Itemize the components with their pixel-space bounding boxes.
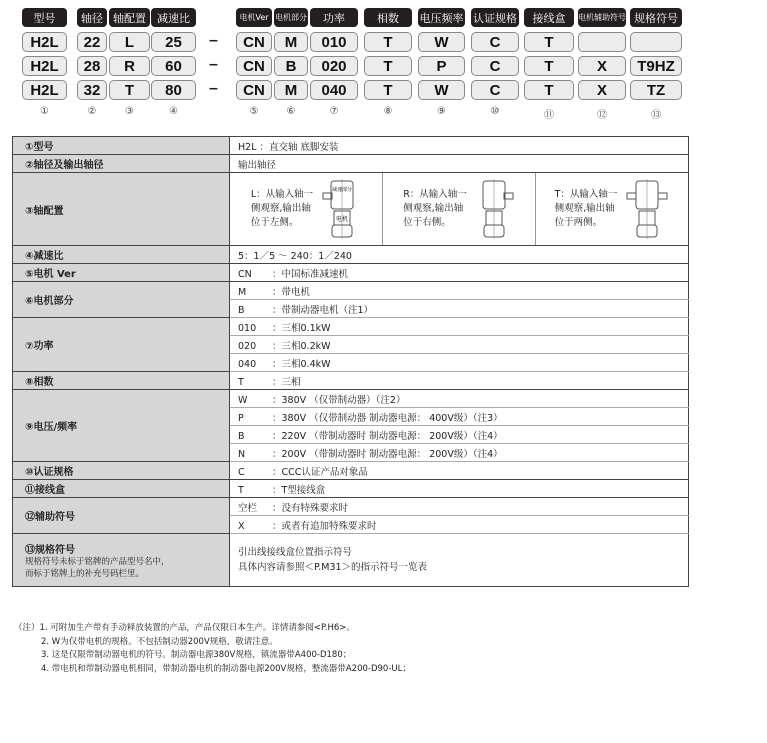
label-phase: ⑧相数	[13, 372, 230, 390]
column-number: ⑪	[544, 110, 554, 121]
code: B	[238, 430, 245, 442]
code-cell: M	[274, 32, 308, 52]
code-cell: T	[364, 32, 412, 52]
column-header: 轴配置	[109, 8, 150, 27]
separator-dash: –	[209, 32, 218, 49]
code-cell: CN	[236, 56, 272, 76]
text: ：220V （带制动器时 制动器电源： 200V级）（注4）	[272, 430, 503, 442]
code-cell: T9HZ	[630, 56, 682, 76]
text: ：三相0.4kW	[272, 358, 331, 370]
column-header: 轴径	[77, 8, 107, 27]
code-cell: T	[364, 80, 412, 100]
config-R	[382, 173, 535, 245]
code-cell: CN	[236, 32, 272, 52]
text: ⑬规格符号	[25, 544, 75, 556]
code: 空栏	[238, 502, 258, 514]
code-cell	[578, 32, 626, 52]
code-cell: 020	[310, 56, 358, 76]
column-number: ⑤	[249, 106, 259, 117]
config-T	[535, 173, 688, 245]
column-header: 认证规格	[471, 8, 519, 27]
svg-text:电机: 电机	[336, 216, 349, 223]
code-cell: C	[471, 80, 519, 100]
code: P	[238, 412, 244, 424]
column-number: ②	[87, 106, 97, 117]
group-item	[230, 390, 689, 408]
column-number: ⑨	[437, 106, 446, 117]
column-number: ④	[169, 106, 178, 117]
code: X	[238, 520, 245, 532]
column-number: ⑫	[597, 110, 607, 121]
text: ：三相0.2kW	[272, 340, 331, 352]
text: ：三相0.1kW	[272, 322, 331, 334]
group-label: ⑥电机部分	[13, 282, 230, 318]
separator-dash: –	[209, 56, 218, 73]
value-motor-ver	[230, 264, 689, 282]
code-cell: TZ	[630, 80, 682, 100]
code-cell: M	[274, 80, 308, 100]
column-number: ⑧	[383, 106, 393, 117]
config-L	[230, 173, 382, 245]
text: 侧观察,输出轴	[403, 203, 464, 214]
group-item	[230, 444, 689, 462]
text: ：380V （仅带制动器）（注2）	[272, 394, 406, 406]
text: ：三相	[272, 376, 301, 388]
text: ：没有特殊要求时	[272, 502, 349, 514]
code-cell: C	[471, 56, 519, 76]
code: CN	[238, 268, 252, 280]
text: T：从输入轴一	[554, 189, 618, 200]
code-cell: 010	[310, 32, 358, 52]
code-cell: 25	[151, 32, 196, 52]
label-certification: ⑩认证规格	[13, 462, 230, 480]
text: 位于左侧。	[250, 217, 299, 228]
column-header: 接线盒	[524, 8, 574, 27]
group-item	[230, 282, 689, 300]
code-cell: T	[524, 32, 574, 52]
text: 而标于铭牌上的补充号码栏里。	[25, 568, 145, 579]
code: M	[238, 286, 247, 298]
code-cell: H2L	[22, 80, 67, 100]
gearbox-both-shafts-icon	[625, 179, 669, 239]
column-header: 相数	[364, 8, 412, 27]
text: ：中国标准减速机	[272, 268, 349, 280]
label-spec-symbol	[13, 534, 230, 587]
code-cell: P	[418, 56, 465, 76]
text: ：T型接线盒	[272, 484, 326, 496]
code: 040	[238, 358, 257, 370]
group-item	[230, 318, 689, 336]
group-label: ⑫辅助符号	[13, 498, 230, 534]
separator-dash: –	[209, 80, 218, 97]
code: T	[238, 484, 244, 496]
text: 具体内容请参照＜P.M31＞的指示符号一览表	[238, 562, 428, 573]
code-cell: H2L	[22, 56, 67, 76]
label-shaft-diameter: ②轴径及输出轴径	[13, 155, 230, 173]
column-number: ⑦	[329, 106, 339, 117]
code-cell: 040	[310, 80, 358, 100]
group-label: ⑦功率	[13, 318, 230, 372]
code-cell: T	[524, 56, 574, 76]
value-phase	[230, 372, 689, 390]
code-cell: X	[578, 80, 626, 100]
column-header: 电机部分	[274, 8, 308, 27]
svg-text:减速部分: 减速部分	[332, 187, 353, 193]
code-cell: L	[109, 32, 150, 52]
text: ：200V （带制动器时 制动器电源： 200V级）（注4）	[272, 448, 503, 460]
code: N	[238, 448, 246, 460]
group-item	[230, 354, 689, 372]
text: 位于两侧。	[554, 217, 603, 228]
code-cell: T	[364, 56, 412, 76]
code-cell: T	[109, 80, 150, 100]
code: T	[238, 376, 244, 388]
footnotes	[14, 622, 411, 676]
column-header: 电机Ver	[236, 8, 272, 27]
note-2: 2. W为仅带电机的规格。不包括制动器200V规格，敬请注意。	[41, 636, 278, 647]
text: ：带制动器电机（注1）	[272, 304, 374, 316]
text: 规格符号未标于铭牌的产品型号名中，	[25, 556, 170, 567]
code: B	[238, 304, 245, 316]
text: ：或者有追加特殊要求时	[272, 520, 377, 532]
code-cell: B	[274, 56, 308, 76]
text: ：带电机	[272, 286, 311, 298]
column-header: 功率	[310, 8, 358, 27]
column-header: 规格符号	[630, 8, 682, 27]
group-item	[230, 336, 689, 354]
note-3: 3. 这是仅限带制动器电机的符号。制动器电源380V规格，镇流器带A400-D180；	[41, 650, 352, 660]
code: 020	[238, 340, 257, 352]
group-item	[230, 498, 689, 516]
code: C	[238, 466, 245, 478]
code-cell: X	[578, 56, 626, 76]
group-label: ⑨电压/频率	[13, 390, 230, 462]
column-number: ①	[40, 106, 49, 117]
column-number: ⑬	[651, 110, 661, 121]
value-certification	[230, 462, 689, 480]
code-cell: W	[418, 32, 465, 52]
value-model: H2L ：直交轴 底脚安装	[230, 137, 689, 155]
column-header: 型号	[22, 8, 67, 27]
column-number: ⑩	[490, 106, 500, 117]
column-header: 减速比	[151, 8, 196, 27]
label-terminal-box: ⑪接线盒	[13, 480, 230, 498]
code-cell: H2L	[22, 32, 67, 52]
code-cell: T	[524, 80, 574, 100]
code-cell: R	[109, 56, 150, 76]
code-cell: 22	[77, 32, 107, 52]
notes-prefix: （注）	[14, 623, 40, 633]
value-shaft-diameter: 输出轴径	[230, 155, 689, 173]
text: 引出线接线盒位置指示符号	[238, 547, 353, 558]
code-cell: 80	[151, 80, 196, 100]
column-number: ⑥	[286, 106, 296, 117]
text: R：从输入轴一	[403, 189, 467, 200]
code-cell: 32	[77, 80, 107, 100]
text: 侧观察,输出轴	[554, 203, 615, 214]
group-item	[230, 426, 689, 444]
text: 位于右侧。	[403, 217, 451, 228]
code: 010	[238, 322, 257, 334]
group-item	[230, 516, 689, 534]
column-header: 电压频率	[418, 8, 465, 27]
code-cell	[630, 32, 682, 52]
text: L：从输入轴一	[250, 189, 314, 200]
code-cell: C	[471, 32, 519, 52]
text: ：CCC认证产品对象品	[272, 466, 368, 478]
code: W	[238, 394, 248, 406]
spec-table	[12, 136, 689, 587]
code-cell: CN	[236, 80, 272, 100]
label-ratio: ④减速比	[13, 246, 230, 264]
group-item	[230, 300, 689, 318]
value-ratio: 5：1／5 ～ 240：1／240	[230, 246, 689, 264]
label-shaft-config: ③轴配置	[13, 173, 230, 246]
text: ：380V （仅带制动器 制动器电源： 400V级）（注3）	[272, 412, 503, 424]
group-item	[230, 408, 689, 426]
column-header: 电机辅助符号	[578, 8, 626, 27]
code-cell: W	[418, 80, 465, 100]
shaft-config-options	[230, 173, 688, 245]
gearbox-right-shaft-icon	[475, 179, 515, 239]
text: 1. 可附加生产带有手动释放装置的产品，产品仅限日本生产。详情请参阅<P.H6>。	[39, 623, 355, 633]
code-cell: 28	[77, 56, 107, 76]
value-spec-symbol	[230, 534, 689, 587]
note-4: 4. 带电机和带制动器电机相同，带制动器电机的制动器电源200V规格，整流器带A200-D90-UL；	[41, 663, 411, 674]
code-cell: 60	[151, 56, 196, 76]
text: 侧观察,输出轴	[250, 203, 311, 214]
label-motor-ver: ⑤电机 Ver	[13, 264, 230, 282]
value-terminal-box	[230, 480, 689, 498]
gearbox-left-shaft-icon	[321, 179, 361, 239]
label-model: ①型号	[13, 137, 230, 155]
note-1	[14, 622, 411, 636]
column-number: ③	[125, 106, 134, 117]
